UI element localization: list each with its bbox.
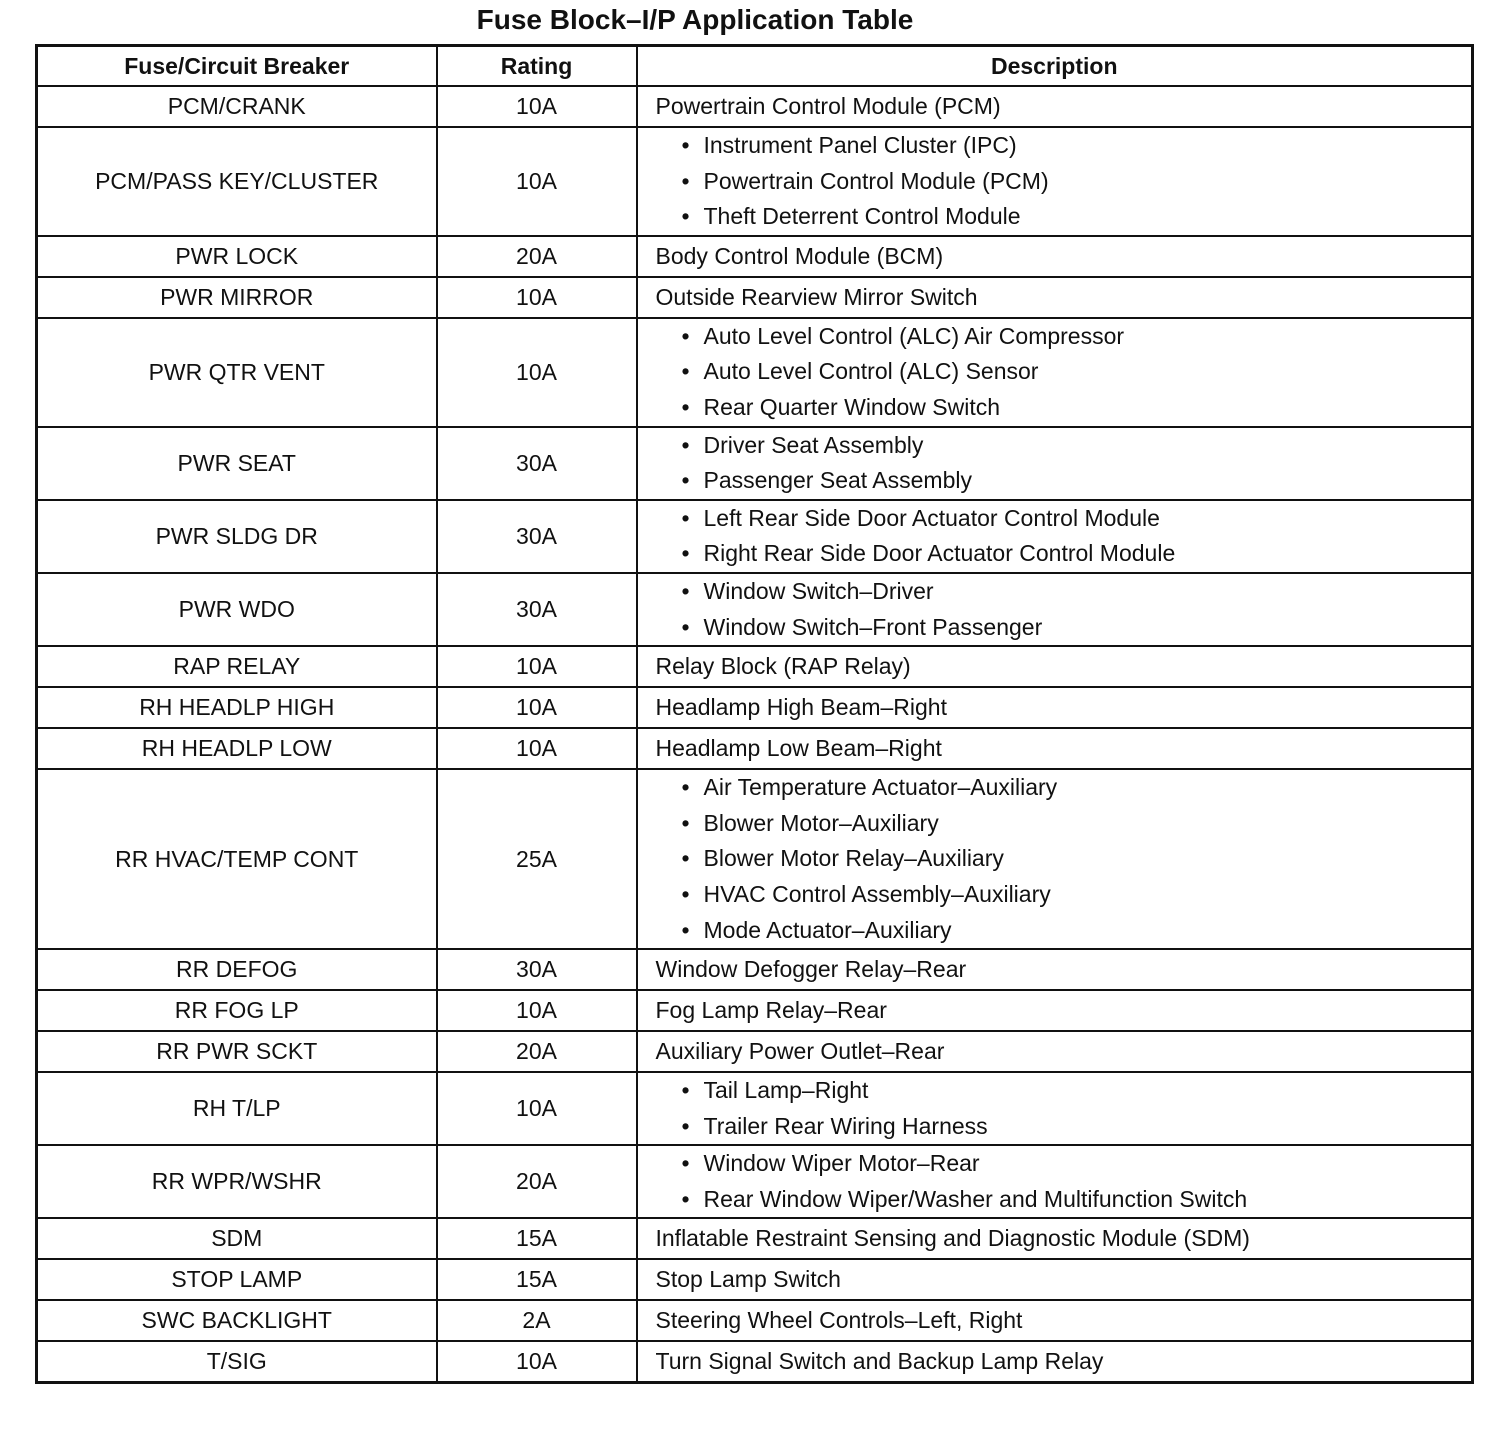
description-cell: Outside Rearview Mirror Switch	[637, 277, 1473, 318]
rating-cell: 30A	[437, 500, 637, 573]
table-title: Fuse Block–I/P Application Table	[476, 4, 914, 35]
description-cell	[637, 769, 1473, 949]
fuse-name-cell: PWR LOCK	[37, 236, 437, 277]
description-cell: Fog Lamp Relay–Rear	[637, 990, 1473, 1031]
description-bullet-item: • Window Switch–Driver	[682, 574, 1472, 610]
description-bullet-item: • Auto Level Control (ALC) Sensor	[682, 354, 1472, 390]
fuse-name-cell: SDM	[37, 1218, 437, 1259]
table-row	[37, 573, 1473, 646]
fuse-name-cell: RR HVAC/TEMP CONT	[37, 769, 437, 949]
description-bullet-item: • Powertrain Control Module (PCM)	[682, 164, 1472, 200]
rating-cell: 10A	[437, 277, 637, 318]
table-row	[37, 769, 1473, 949]
table-row	[37, 1300, 1473, 1341]
description-bullet-list	[656, 128, 1472, 235]
description-cell: Stop Lamp Switch	[637, 1259, 1473, 1300]
description-bullet-item: • Right Rear Side Door Actuator Control Module	[682, 536, 1472, 572]
description-cell: Headlamp High Beam–Right	[637, 687, 1473, 728]
description-bullet-item: • Instrument Panel Cluster (IPC)	[682, 128, 1472, 164]
description-bullet-item: • Theft Deterrent Control Module	[682, 199, 1472, 235]
description-cell: Body Control Module (BCM)	[637, 236, 1473, 277]
fuse-name-cell: STOP LAMP	[37, 1259, 437, 1300]
description-bullet-item: • Air Temperature Actuator–Auxiliary	[682, 770, 1472, 806]
description-bullet-list	[656, 1073, 1472, 1144]
description-bullet-list	[656, 574, 1472, 645]
rating-cell: 10A	[437, 646, 637, 687]
description-cell: Powertrain Control Module (PCM)	[637, 86, 1473, 127]
description-bullet-item: • Rear Quarter Window Switch	[682, 390, 1472, 426]
fuse-name-cell: RH T/LP	[37, 1072, 437, 1145]
description-bullet-item: • Rear Window Wiper/Washer and Multifunction Switch	[682, 1182, 1472, 1218]
fuse-application-table	[35, 44, 1474, 1384]
rating-cell: 20A	[437, 1031, 637, 1072]
description-cell	[637, 1145, 1473, 1218]
fuse-name-cell: PCM/PASS KEY/CLUSTER	[37, 127, 437, 236]
description-bullet-item: • Driver Seat Assembly	[682, 428, 1472, 464]
fuse-name-cell: T/SIG	[37, 1341, 437, 1382]
table-row	[37, 1341, 1473, 1382]
description-bullet-list	[656, 1146, 1472, 1217]
rating-cell: 10A	[437, 990, 637, 1031]
description-bullet-item: • Mode Actuator–Auxiliary	[682, 913, 1472, 949]
rating-cell: 20A	[437, 1145, 637, 1218]
fuse-name-cell: RR DEFOG	[37, 949, 437, 990]
rating-cell: 20A	[437, 236, 637, 277]
fuse-name-cell: PCM/CRANK	[37, 86, 437, 127]
fuse-name-cell: RH HEADLP LOW	[37, 728, 437, 769]
description-cell: Inflatable Restraint Sensing and Diagnostic Module (SDM)	[637, 1218, 1473, 1259]
fuse-name-cell: SWC BACKLIGHT	[37, 1300, 437, 1341]
header-rating: Rating	[437, 46, 637, 87]
fuse-name-cell: RAP RELAY	[37, 646, 437, 687]
rating-cell: 30A	[437, 573, 637, 646]
description-cell: Relay Block (RAP Relay)	[637, 646, 1473, 687]
description-bullet-item: • Trailer Rear Wiring Harness	[682, 1109, 1472, 1145]
rating-cell: 10A	[437, 318, 637, 427]
table-row	[37, 1259, 1473, 1300]
description-cell	[637, 573, 1473, 646]
rating-cell: 25A	[437, 769, 637, 949]
fuse-name-cell: RR PWR SCKT	[37, 1031, 437, 1072]
description-cell: Window Defogger Relay–Rear	[637, 949, 1473, 990]
table-header-row	[37, 46, 1473, 87]
rating-cell: 10A	[437, 127, 637, 236]
rating-cell: 10A	[437, 728, 637, 769]
description-bullet-item: • Passenger Seat Assembly	[682, 463, 1472, 499]
table-row	[37, 500, 1473, 573]
description-bullet-list	[656, 428, 1472, 499]
description-cell	[637, 427, 1473, 500]
table-row	[37, 687, 1473, 728]
description-bullet-item: • Blower Motor Relay–Auxiliary	[682, 841, 1472, 877]
description-cell	[637, 1072, 1473, 1145]
rating-cell: 15A	[437, 1218, 637, 1259]
fuse-name-cell: PWR SEAT	[37, 427, 437, 500]
rating-cell: 10A	[437, 687, 637, 728]
header-fuse-circuit-breaker: Fuse/Circuit Breaker	[37, 46, 437, 87]
description-bullet-item: • Tail Lamp–Right	[682, 1073, 1472, 1109]
fuse-name-cell: PWR SLDG DR	[37, 500, 437, 573]
description-bullet-item: • Blower Motor–Auxiliary	[682, 806, 1472, 842]
table-row	[37, 728, 1473, 769]
table-row	[37, 236, 1473, 277]
description-bullet-list	[656, 501, 1472, 572]
table-body	[37, 86, 1473, 1382]
description-bullet-item: • Window Switch–Front Passenger	[682, 610, 1472, 646]
table-row	[37, 277, 1473, 318]
rating-cell: 10A	[437, 1072, 637, 1145]
fuse-name-cell: PWR WDO	[37, 573, 437, 646]
rating-cell: 15A	[437, 1259, 637, 1300]
description-cell	[637, 318, 1473, 427]
fuse-name-cell: PWR MIRROR	[37, 277, 437, 318]
table-row	[37, 949, 1473, 990]
table-row	[37, 1072, 1473, 1145]
table-row	[37, 990, 1473, 1031]
table-row	[37, 427, 1473, 500]
table-row	[37, 646, 1473, 687]
description-bullet-list	[656, 770, 1472, 948]
description-bullet-item: • Left Rear Side Door Actuator Control Module	[682, 501, 1472, 537]
table-row	[37, 127, 1473, 236]
description-cell: Auxiliary Power Outlet–Rear	[637, 1031, 1473, 1072]
description-bullet-list	[656, 319, 1472, 426]
table-row	[37, 86, 1473, 127]
description-cell	[637, 127, 1473, 236]
fuse-name-cell: PWR QTR VENT	[37, 318, 437, 427]
description-bullet-item: • Auto Level Control (ALC) Air Compressor	[682, 319, 1472, 355]
rating-cell: 30A	[437, 427, 637, 500]
description-bullet-item: • HVAC Control Assembly–Auxiliary	[682, 877, 1472, 913]
rating-cell: 30A	[437, 949, 637, 990]
rating-cell: 10A	[437, 86, 637, 127]
rating-cell: 2A	[437, 1300, 637, 1341]
description-cell	[637, 500, 1473, 573]
fuse-name-cell: RR WPR/WSHR	[37, 1145, 437, 1218]
description-cell: Steering Wheel Controls–Left, Right	[637, 1300, 1473, 1341]
table-row	[37, 1218, 1473, 1259]
fuse-name-cell: RH HEADLP HIGH	[37, 687, 437, 728]
description-cell: Headlamp Low Beam–Right	[637, 728, 1473, 769]
table-row	[37, 1145, 1473, 1218]
header-description: Description	[637, 46, 1473, 87]
rating-cell: 10A	[437, 1341, 637, 1382]
description-bullet-item: • Window Wiper Motor–Rear	[682, 1146, 1472, 1182]
description-cell: Turn Signal Switch and Backup Lamp Relay	[637, 1341, 1473, 1382]
fuse-name-cell: RR FOG LP	[37, 990, 437, 1031]
table-row	[37, 318, 1473, 427]
table-row	[37, 1031, 1473, 1072]
